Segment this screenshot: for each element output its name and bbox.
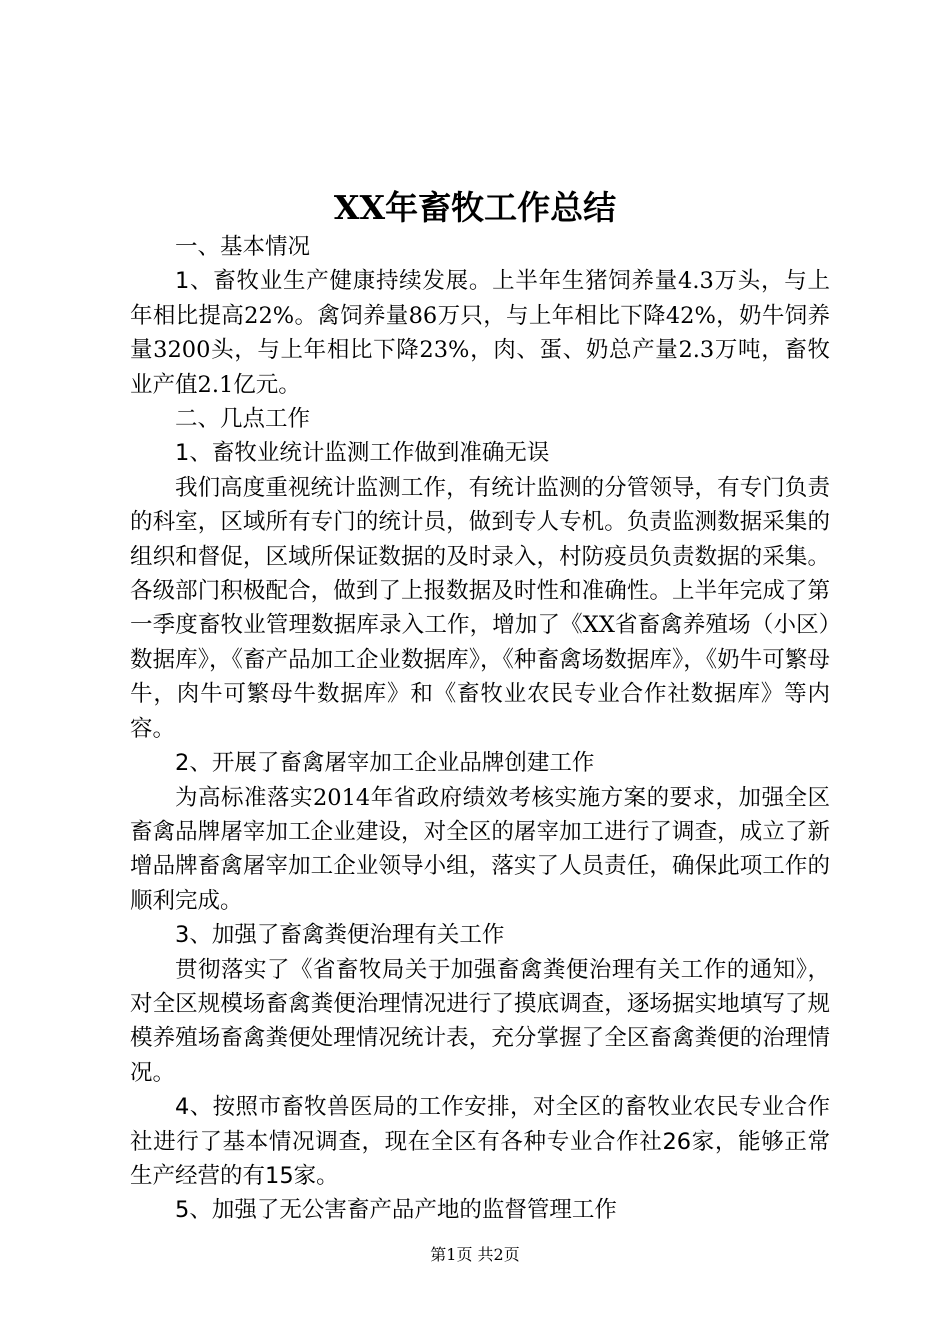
paragraph-cooperatives-survey: 4、按照市畜牧兽医局的工作安排，对全区的畜牧业农民专业合作社进行了基本情况调查，现在全区有各种专业合作社26家，能够正常生产经营的有15家。 bbox=[130, 1094, 830, 1189]
document-body bbox=[130, 230, 830, 1228]
paragraph-slaughter-brand: 为高标准落实2014年省政府绩效考核实施方案的要求，加强全区畜禽品牌屠宰加工企业建设，对全区的屠宰加工进行了调查，成立了新增品牌畜禽屠宰加工企业领导小组，落实了人员责任，确保此项工作的顺利完成。 bbox=[130, 784, 830, 914]
paragraph-text: 上半年生猪饲养量4.3万头，与上年相比提高22%。禽饲养量86万只，与上年相比下降42%，奶牛饲养量3200头，与上年相比下降23%，肉、蛋、奶总产量2.3万吨，畜牧业产值2.1亿元。 bbox=[130, 268, 830, 398]
paragraph-livestock-production bbox=[130, 264, 830, 402]
page-number-footer: 第1页 共2页 bbox=[430, 1245, 520, 1264]
subheading-manure-treatment: 3、加强了畜禽粪便治理有关工作 bbox=[175, 922, 505, 949]
paragraph-manure-treatment: 贯彻落实了《省畜牧局关于加强畜禽粪便治理有关工作的通知》，对全区规模场畜禽粪便治理情况进行了摸底调查，逐场据实地填写了规模养殖场畜禽粪便处理情况统计表，充分掌握了全区畜禽粪便的治理情况。 bbox=[130, 956, 830, 1086]
subheading-slaughter-brand: 2、开展了畜禽屠宰加工企业品牌创建工作 bbox=[175, 750, 595, 777]
section-heading-work-points: 二、几点工作 bbox=[175, 406, 311, 433]
section-heading-basic-situation: 一、基本情况 bbox=[175, 234, 311, 260]
subheading-statistics-monitoring: 1、畜牧业统计监测工作做到准确无误 bbox=[175, 440, 550, 467]
paragraph-lead: 1、畜牧业生产健康持续发展。 bbox=[175, 268, 493, 295]
document-title: XX年畜牧工作总结 bbox=[333, 188, 617, 227]
paragraph-statistics-monitoring: 我们高度重视统计监测工作，有统计监测的分管领导，有专门负责的科室，区域所有专门的统计员，做到专人专机。负责监测数据采集的组织和督促，区域所保证数据的及时录入，村防疫员负责数据的采集。各级部门积极配合，做到了上报数据及时性和准确性。上半年完成了第一季度畜牧业管理数据库录入工作，增加了《XX省畜禽养殖场（小区）数据库》，《畜产品加工企业数据库》，《种畜禽场数据库》，《奶牛可繁母牛，肉牛可繁母牛数据库》和《畜牧业农民专业合作社数据库》等内容。 bbox=[130, 474, 830, 742]
subheading-pollution-free-supervision: 5、加强了无公害畜产品产地的监督管理工作 bbox=[175, 1197, 617, 1224]
